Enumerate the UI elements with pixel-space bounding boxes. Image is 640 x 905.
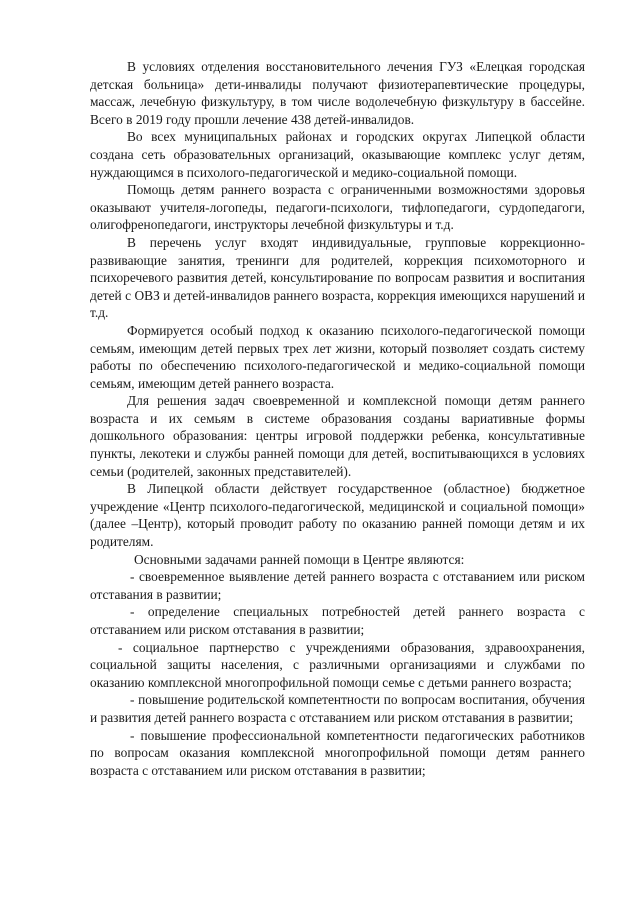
task-item: - повышение родительской компетентности по вопросам воспитания, обучения и развития детей раннего возраста с отставанием или риском отставания в развитии; <box>90 692 585 725</box>
tasks-heading: Основными задачами ранней помощи в Центре являются: <box>134 551 465 567</box>
paragraph-education-network: Во всех муниципальных районах и городских округах Липецкой области создана сеть образовательных организаций, оказывающие комплекс услуг детям, нуждающимся в психолого-педагогической и медико-социальной помощи. <box>90 129 585 180</box>
paragraph-rehabilitation: В условиях отделения восстановительного лечения ГУЗ «Елецкая городская детская больница» дети-инвалиды получают физиотерапевтические процедуры, массаж, лечебную физкультуру, в том числе водолечебную физкультуру в бассейне. Всего в 2019 году прошли лечение 438 детей-инвалидов. <box>90 59 585 127</box>
paragraph-specialists: Помощь детям раннего возраста с ограниченными возможностями здоровья оказывают учителя-логопеды, педагоги-психологи, тифлопедагоги, сурдопедагоги, олигофренопедагоги, инструкторы лечебной физкультуры и т.д. <box>90 182 585 233</box>
task-item: - социальное партнерство с учреждениями образования, здравоохранения, социальной защиты населения, с различными организациями и службами по оказанию комплексной многопрофильной помощи семье с детьми раннего возраста; <box>90 639 585 690</box>
paragraph-preschool-forms: Для решения задач своевременной и комплексной помощи детям раннего возраста и их семьям в системе образования созданы вариативные формы дошкольного образования: центры игровой поддержки ребенка, консультативные пункты, лекотеки и службы ранней помощи для детей, воспитывающихся в условиях семьи (родителей, законных представителей). <box>90 393 585 479</box>
task-item: - определение специальных потребностей детей раннего возраста с отставанием или риском отставания в развитии; <box>90 604 585 637</box>
task-item: - повышение профессиональной компетентности педагогических работников по вопросам оказания комплексной многопрофильной помощи детям раннего возраста с отставанием или риском отставания в развитии; <box>90 727 585 778</box>
paragraph-services: В перечень услуг входят индивидуальные, групповые коррекционно-развивающие занятия, тренинги для родителей, коррекция психомоторного и психоречевого развития детей, консультирование по вопросам развития и воспитания детей с ОВЗ и детей-инвалидов раннего возраста, коррекция имеющихся нарушений и т.д. <box>90 234 585 321</box>
paragraph-approach: Формируется особый подход к оказанию психолого-педагогической помощи семьям, имеющим детей первых трех лет жизни, который позволяет создать систему работы по обеспечению психолого-педагогической и медико-социальной помощи семьям, имеющим детей раннего возраста. <box>90 322 585 391</box>
paragraph-center: В Липецкой области действует государственное (областное) бюджетное учреждение «Центр психолого-педагогической, медицинской и социальной помощи» (далее –Центр), который проводит работу по оказанию ранней помощи детям и их родителям. <box>90 481 585 550</box>
task-item: - своевременное выявление детей раннего возраста с отставанием или риском отставания в развитии; <box>90 569 585 602</box>
document-page <box>90 58 585 779</box>
